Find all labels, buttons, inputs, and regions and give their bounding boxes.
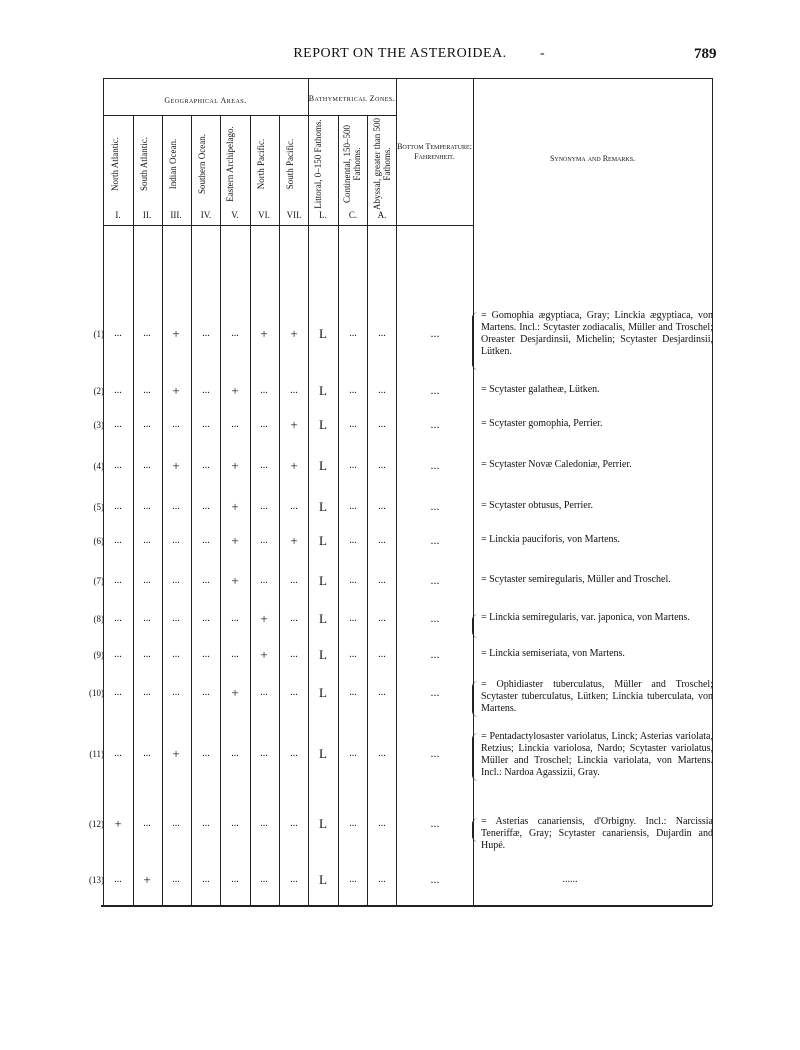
synonyms-heading: Synonyma and Remarks. (549, 154, 636, 163)
table-cell: ... (290, 385, 298, 396)
table-cell: ... (143, 649, 151, 660)
table-cell: ... (202, 385, 210, 396)
table-cell: ... (143, 419, 151, 430)
table-cell: ... (260, 818, 268, 829)
table-cell: ... (349, 460, 357, 471)
brace-mark (472, 312, 481, 370)
table-cell: + (172, 326, 180, 341)
synonym-remark: = Scytaster gomophia, Perrier. (481, 418, 603, 429)
table-cell: L (319, 611, 327, 626)
table-cell: ... (378, 874, 386, 885)
table-cell: + (290, 417, 298, 432)
table-cell: ... (290, 649, 298, 660)
table-top-rule (103, 78, 712, 79)
bathymetrical-zones-heading: Bathymetrical Zones. (308, 94, 396, 103)
table-cell: ... (172, 874, 180, 885)
table-cell: ... (114, 687, 122, 698)
table-cell: ... (349, 818, 357, 829)
table-cell: ... (231, 419, 239, 430)
table-cell: ... (143, 460, 151, 471)
synonym-remark: = Linckia pauciforis, von Martens. (481, 534, 620, 545)
column-eastern-archipelago: Eastern Archipelago. (225, 126, 235, 202)
table-cell: L (319, 326, 327, 341)
table-cell: ... (172, 501, 180, 512)
column-numeral: A. (377, 210, 387, 220)
row-number: (7) (93, 576, 104, 586)
table-cell: ... (172, 818, 180, 829)
table-cell: ... (202, 818, 210, 829)
table-cell: ... (260, 874, 268, 885)
table-cell: ... (349, 501, 357, 512)
table-cell: ... (378, 385, 386, 396)
synonym-remark: = Asterias canariensis, d'Orbigny. Incl.: Narcissia Teneriffæ, Gray; Scytaster canariensis, Dujardin and Hupé. (481, 816, 713, 851)
header-dash: - (540, 46, 545, 61)
table-cell: + (231, 533, 239, 548)
table-cell: ... (231, 818, 239, 829)
table-cell: ... (172, 535, 180, 546)
table-cell: ... (290, 687, 298, 698)
table-cell: ... (172, 575, 180, 586)
table-cell: ... (378, 535, 386, 546)
table-cell: ... (378, 748, 386, 759)
table-cell: ... (260, 748, 268, 759)
table-cell: ... (114, 419, 122, 430)
table-cell: ... (290, 575, 298, 586)
table-cell: ... (114, 874, 122, 885)
table-cell: ... (290, 501, 298, 512)
table-cell: ... (378, 613, 386, 624)
row-number: (3) (93, 420, 104, 430)
table-cell: ... (202, 460, 210, 471)
table-cell: ... (231, 874, 239, 885)
table-cell: ... (349, 874, 357, 885)
table-cell: ... (349, 687, 357, 698)
brace-mark (472, 733, 481, 781)
column-littoral: Littoral, 0–150 Fathoms. (313, 119, 323, 209)
table-cell: ... (290, 748, 298, 759)
temperature-cell: ... (430, 533, 440, 547)
column-rule (473, 78, 474, 906)
row-number: (12) (89, 819, 104, 829)
table-cell: ... (260, 385, 268, 396)
column-numeral: II. (142, 210, 152, 220)
table-cell: ... (172, 613, 180, 624)
table-cell: ... (260, 419, 268, 430)
page-number: 789 (694, 46, 717, 62)
table-cell: + (172, 458, 180, 473)
temperature-cell: ... (430, 499, 440, 513)
table-cell: L (319, 685, 327, 700)
table-cell: L (319, 816, 327, 831)
table-cell: ... (378, 501, 386, 512)
table-cell: + (172, 383, 180, 398)
table-cell: L (319, 573, 327, 588)
table-cell: + (114, 816, 122, 831)
column-numeral: I. (115, 210, 121, 220)
table-cell: ... (143, 818, 151, 829)
column-numeral: V. (231, 210, 239, 220)
synonym-remark: = Scytaster galatheæ, Lütken. (481, 384, 600, 395)
geographical-areas-heading: Geographical Areas. (164, 96, 247, 105)
temperature-cell: ... (430, 746, 440, 760)
table-cell: ... (143, 501, 151, 512)
table-cell: ... (290, 613, 298, 624)
table-cell: L (319, 458, 327, 473)
column-north-atlantic: North Atlantic. (110, 137, 120, 191)
table-cell: ... (114, 328, 122, 339)
table-cell: ... (349, 385, 357, 396)
table-cell: L (319, 872, 327, 887)
table-cell: ... (114, 535, 122, 546)
table-cell: ... (290, 874, 298, 885)
row-number: (8) (93, 614, 104, 624)
table-cell: ... (143, 687, 151, 698)
row-number: (13) (89, 875, 104, 885)
table-cell: + (290, 458, 298, 473)
synonym-remark: = Linckia semiseriata, von Martens. (481, 648, 625, 659)
table-cell: ... (202, 501, 210, 512)
column-numeral: VI. (258, 210, 270, 220)
table-cell: ... (378, 649, 386, 660)
temperature-cell: ... (430, 417, 440, 431)
table-cell: ... (202, 874, 210, 885)
table-cell: ... (143, 613, 151, 624)
distribution-table (0, 78, 800, 908)
table-cell: ... (114, 613, 122, 624)
table-cell: ... (202, 649, 210, 660)
column-numeral: C. (348, 210, 358, 220)
temperature-cell: ... (430, 573, 440, 587)
table-cell: + (290, 533, 298, 548)
synonym-remark: = Gomophia ægyptiaca, Gray; Linckia ægyptiaca, von Martens. Incl.: Scytaster zodiacalis, Müller and Troschel; Oreaster Desjardinsii, Michelin; Scytaster Desjardinsii, Lütken. (481, 310, 713, 357)
synonym-remark: = Scytaster obtusus, Perrier. (481, 500, 594, 511)
table-cell: ... (114, 575, 122, 586)
table-cell: ... (260, 460, 268, 471)
table-cell: ... (172, 649, 180, 660)
column-south-atlantic: South Atlantic. (139, 137, 149, 191)
table-cell: ... (143, 748, 151, 759)
brace-mark (472, 681, 481, 717)
brace-mark (472, 818, 481, 842)
column-numeral: IV. (200, 210, 212, 220)
page-title: REPORT ON THE ASTEROIDEA. (293, 46, 507, 61)
table-cell: ... (349, 535, 357, 546)
table-cell: L (319, 746, 327, 761)
table-cell: ... (114, 385, 122, 396)
row-number: (2) (93, 386, 104, 396)
temperature-cell: ... (430, 458, 440, 472)
row-number: (11) (89, 749, 104, 759)
row-number: (6) (93, 536, 104, 546)
table-cell: ... (378, 575, 386, 586)
table-cell: ... (231, 649, 239, 660)
table-cell: ... (349, 328, 357, 339)
table-cell: ... (260, 535, 268, 546)
synonym-remark: ...... (562, 874, 578, 885)
temperature-cell: ... (430, 383, 440, 397)
synonym-remark: = Ophidiaster tuberculatus, Müller and Troschel; Scytaster tuberculatus, Lütken; Linckia tuberculata, von Martens. (481, 679, 713, 714)
row-number: (10) (89, 688, 104, 698)
table-cell: ... (349, 575, 357, 586)
column-south-pacific: South Pacific. (285, 138, 295, 190)
table-cell: + (172, 746, 180, 761)
row-number: (5) (93, 502, 104, 512)
table-cell: ... (231, 613, 239, 624)
table-cell: ... (172, 419, 180, 430)
table-cell: ... (143, 575, 151, 586)
column-rule (308, 78, 309, 906)
synonym-remark: = Scytaster semiregularis, Müller and Troschel. (481, 574, 671, 585)
column-north-pacific: North Pacific. (256, 138, 266, 190)
table-cell: ... (202, 328, 210, 339)
temperature-cell: ... (430, 647, 440, 661)
brace-mark (472, 614, 481, 638)
table-cell: + (260, 326, 268, 341)
table-cell: ... (378, 419, 386, 430)
table-cell: + (231, 458, 239, 473)
table-bottom-rule (101, 905, 712, 907)
table-cell: ... (349, 649, 357, 660)
table-cell: ... (290, 818, 298, 829)
table-cell: ... (202, 575, 210, 586)
column-numeral: VII. (286, 210, 302, 220)
column-southern-ocean: Southern Ocean. (197, 134, 207, 194)
table-cell: ... (202, 748, 210, 759)
column-numeral: L. (319, 210, 327, 220)
table-cell: + (260, 647, 268, 662)
bottom-temperature-heading: Bottom Temperature: Fahrenheit. (397, 142, 472, 161)
table-cell: ... (202, 687, 210, 698)
table-cell: + (231, 499, 239, 514)
table-cell: ... (378, 687, 386, 698)
table-cell: ... (202, 419, 210, 430)
table-cell: ... (143, 385, 151, 396)
table-cell: ... (378, 818, 386, 829)
table-cell: ... (143, 328, 151, 339)
table-cell: ... (143, 535, 151, 546)
synonym-remark: = Scytaster Novæ Caledoniæ, Perrier. (481, 459, 632, 470)
temperature-cell: ... (430, 872, 440, 886)
temperature-cell: ... (430, 326, 440, 340)
table-cell: ... (378, 460, 386, 471)
table-cell: + (143, 872, 151, 887)
table-cell: ... (172, 687, 180, 698)
synonym-remark: = Linckia semiregularis, var. japonica, von Martens. (481, 612, 690, 623)
table-cell: ... (349, 748, 357, 759)
column-numeral: III. (170, 210, 182, 220)
row-number: (1) (93, 329, 104, 339)
table-cell: L (319, 383, 327, 398)
header-bottom-rule (103, 225, 473, 226)
table-cell: ... (114, 748, 122, 759)
table-cell: + (290, 326, 298, 341)
table-cell: ... (114, 460, 122, 471)
table-cell: ... (202, 613, 210, 624)
column-rule (103, 78, 104, 906)
table-cell: ... (114, 501, 122, 512)
table-cell: ... (260, 687, 268, 698)
table-cell: ... (260, 575, 268, 586)
table-cell: L (319, 533, 327, 548)
row-number: (9) (93, 650, 104, 660)
table-cell: L (319, 647, 327, 662)
temperature-cell: ... (430, 685, 440, 699)
table-cell: ... (349, 419, 357, 430)
column-rule (396, 78, 397, 906)
table-cell: ... (231, 328, 239, 339)
column-abyssal: Abyssal, greater than 500 Fathoms. (372, 118, 392, 210)
table-cell: ... (202, 535, 210, 546)
table-cell: L (319, 417, 327, 432)
table-cell: L (319, 499, 327, 514)
synonym-remark: = Pentadactylosaster variolatus, Linck; Asterias variolata, Retzius; Linckia variolosa, Nardo; Scytaster variolatus, Müller and Troschel; Linckia variolata, von Martens. Incl.: Nardoa Agassizii, Gray. (481, 731, 713, 778)
table-cell: ... (378, 328, 386, 339)
temperature-cell: ... (430, 816, 440, 830)
table-cell: ... (231, 748, 239, 759)
table-cell: + (231, 685, 239, 700)
column-continental: Continental, 150–500 Fathoms. (342, 125, 362, 203)
table-cell: + (231, 573, 239, 588)
table-cell: + (231, 383, 239, 398)
table-cell: ... (260, 501, 268, 512)
temperature-cell: ... (430, 611, 440, 625)
table-cell: + (260, 611, 268, 626)
column-rule (712, 78, 713, 906)
table-cell: ... (114, 649, 122, 660)
column-indian-ocean: Indian Ocean. (168, 138, 178, 190)
row-number: (4) (93, 461, 104, 471)
table-cell: ... (349, 613, 357, 624)
